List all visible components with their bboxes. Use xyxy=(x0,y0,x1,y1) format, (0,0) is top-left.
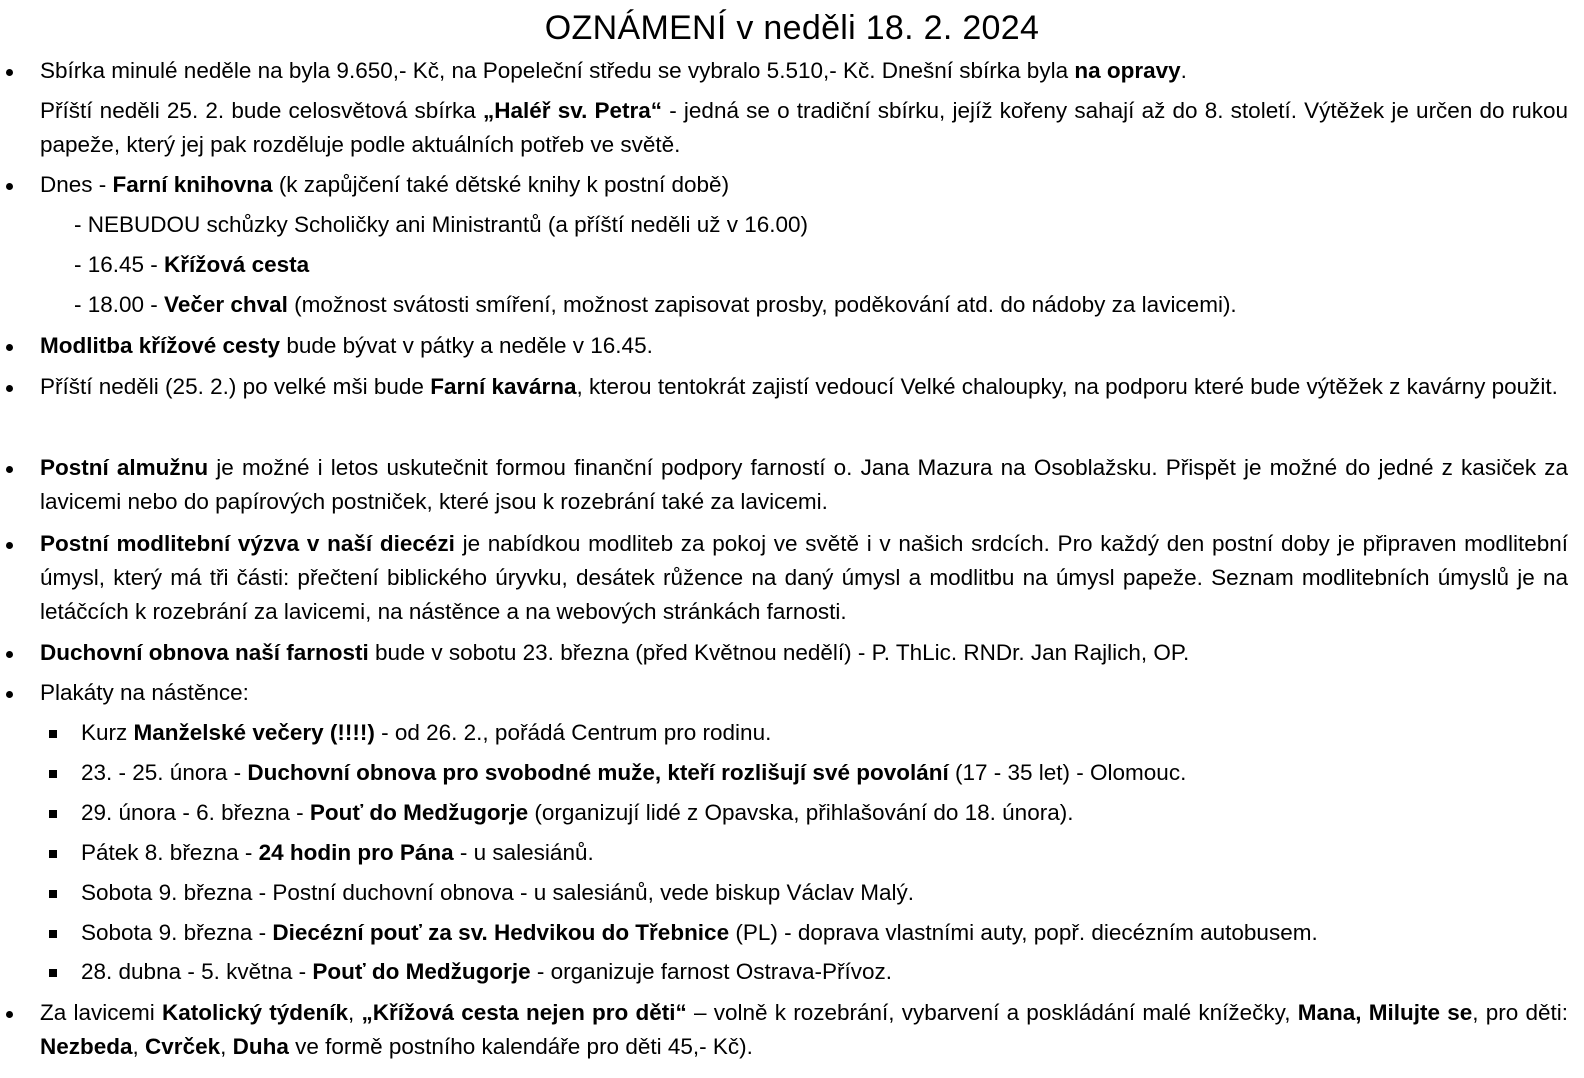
bold-text: Cvrček xyxy=(145,1034,221,1059)
bold-text: Katolický týdeník xyxy=(161,1000,349,1025)
item-text xyxy=(40,680,249,705)
item-text xyxy=(74,212,808,237)
bullet-dot xyxy=(6,651,13,658)
text-run: Sobota 9. března - Postní duchovní obnova - u salesiánů, vede biskup Václav Malý. xyxy=(81,880,914,905)
today-line-meetings xyxy=(74,208,808,242)
bullet-dot xyxy=(6,69,13,76)
poster-item xyxy=(81,756,1186,790)
poster-item xyxy=(81,916,1318,950)
text-run: (možnost svátosti smíření, možnost zapisovat prosby, poděkování atd. do nádoby za lavicemi). xyxy=(287,292,1237,317)
item-text xyxy=(40,455,1568,514)
poster-item xyxy=(81,836,594,870)
item-text xyxy=(40,1000,1568,1059)
text-run: , pro děti: xyxy=(1472,1000,1568,1025)
item-text xyxy=(81,800,1073,825)
poster-item xyxy=(81,716,771,750)
square-bullet xyxy=(49,890,57,898)
text-run: - u salesiánů. xyxy=(453,840,594,865)
item-text xyxy=(40,58,1187,83)
bullet-today xyxy=(40,168,1568,202)
item-text xyxy=(40,333,653,358)
item-text xyxy=(40,640,1189,665)
item-text xyxy=(40,374,1558,399)
bold-text: „Haléř sv. Petra“ xyxy=(483,98,663,123)
text-run: Plakáty na nástěnce: xyxy=(40,680,249,705)
bold-text: Farní knihovna xyxy=(112,172,273,197)
square-bullet xyxy=(49,730,57,738)
text-run: - 16.45 - xyxy=(74,252,165,277)
page-title: OZNÁMENÍ v neděli 18. 2. 2024 xyxy=(544,9,1040,47)
bullet-lenten-alms xyxy=(40,451,1568,519)
bullet-dot xyxy=(6,691,13,698)
square-bullet xyxy=(49,770,57,778)
poster-item xyxy=(81,876,914,910)
text-run: - 18.00 - xyxy=(74,292,165,317)
item-text xyxy=(81,920,1318,945)
bold-text: Pouť do Medžugorje xyxy=(312,959,531,984)
text-run: , xyxy=(348,1000,362,1025)
text-run: , xyxy=(220,1034,233,1059)
bold-text: Duchovní obnova naší farnosti xyxy=(40,640,369,665)
today-line-praise xyxy=(74,288,1237,322)
square-bullet xyxy=(49,810,57,818)
bullet-dot xyxy=(6,385,13,392)
text-run: . xyxy=(1180,58,1187,83)
bullet-dot xyxy=(6,344,13,351)
poster-item xyxy=(81,796,1073,830)
text-run: bude v sobotu 23. března (před Květnou nedělí) - P. ThLic. RNDr. Jan Rajlich, OP. xyxy=(368,640,1190,665)
bullet-collection xyxy=(40,54,1568,88)
bullet-dot xyxy=(6,1011,13,1018)
paragraph-peters-pence xyxy=(40,94,1568,162)
text-run: - od 26. 2., pořádá Centrum pro rodinu. xyxy=(374,720,772,745)
item-text xyxy=(74,292,1237,317)
text-run: ve formě postního kalendáře pro děti 45,- Kč). xyxy=(288,1034,753,1059)
bold-text: Pouť do Medžugorje xyxy=(309,800,529,825)
bullet-spiritual-renewal xyxy=(40,636,1568,670)
bullet-dot xyxy=(6,542,13,549)
text-run: je možné i letos uskutečnit formou finanční podpory farností o. Jana Mazura na Osoblažsku. Přispět je možné do jedné z kasiček za lavicemi nebo do papírových postniček, které jsou k rozebrání také za lavicemi. xyxy=(40,455,1568,514)
bullet-parish-cafe xyxy=(40,370,1568,404)
bullet-posters xyxy=(40,676,1568,710)
item-text xyxy=(81,760,1186,785)
item-text xyxy=(81,840,594,865)
square-bullet xyxy=(49,930,57,938)
text-run: Dnes - xyxy=(40,172,113,197)
item-text xyxy=(81,959,892,984)
text-run: (k zapůjčení také dětské knihy k postní době) xyxy=(272,172,730,197)
text-run: , xyxy=(132,1034,146,1059)
bold-text: 24 hodin pro Pána xyxy=(258,840,454,865)
bullet-prayer-challenge xyxy=(40,527,1568,629)
text-run: Sobota 9. března - xyxy=(81,920,273,945)
text-run: Pátek 8. března - xyxy=(81,840,259,865)
bold-text: Manželské večery (!!!!) xyxy=(133,720,375,745)
text-run: 23. - 25. února - xyxy=(81,760,248,785)
bold-text: Postní modlitební výzva v naší diecézi xyxy=(40,531,455,556)
text-run: Příští neděli 25. 2. bude celosvětová sbírka xyxy=(40,98,484,123)
bold-text: na opravy xyxy=(1074,58,1181,83)
bold-text: Modlitba křížové cesty xyxy=(40,333,281,358)
text-run: – volně k rozebrání, vybarvení a poskládání malé knížečky, xyxy=(686,1000,1298,1025)
text-run: Příští neděli (25. 2.) po velké mši bude xyxy=(40,374,431,399)
bold-text: Duchovní obnova pro svobodné muže, kteří rozlišují své povolání xyxy=(247,760,949,785)
item-text xyxy=(40,172,729,197)
text-run: - jedná se o tradiční sbírku, jejíž kořeny sahají až do 8. století. Výtěžek je určen do rukou papeže, který jej pak rozděluje podle aktuálních potřeb ve světě. xyxy=(40,98,1569,157)
text-run: Za lavicemi xyxy=(40,1000,162,1025)
bold-text: Postní almužnu xyxy=(40,455,209,480)
text-run: - organizuje farnost Ostrava-Přívoz. xyxy=(530,959,893,984)
item-text xyxy=(81,720,771,745)
text-run: 28. dubna - 5. května - xyxy=(81,959,313,984)
text-run: (organizují lidé z Opavska, přihlašování do 18. února). xyxy=(528,800,1074,825)
bold-text: Večer chval xyxy=(164,292,288,317)
text-run: - NEBUDOU schůzky Scholičky ani Ministrantů (a příští neděli už v 16.00) xyxy=(74,212,809,237)
square-bullet xyxy=(49,850,57,858)
bold-text: Křížová cesta xyxy=(164,252,310,277)
bullet-dot xyxy=(6,466,13,473)
poster-item xyxy=(81,955,892,989)
bullet-dot xyxy=(6,183,13,190)
text-run: bude bývat v pátky a neděle v 16.45. xyxy=(280,333,653,358)
bold-text: Diecézní pouť za sv. Hedvikou do Třebnice xyxy=(272,920,730,945)
text-run: 29. února - 6. března - xyxy=(81,800,310,825)
today-line-stations xyxy=(74,248,309,282)
text-run: Kurz xyxy=(81,720,134,745)
item-text xyxy=(81,880,914,905)
text-run: (PL) - doprava vlastními auty, popř. diecézním autobusem. xyxy=(729,920,1318,945)
text-run: , kterou tentokrát zajistí vedoucí Velké chaloupky, na podporu které bude výtěžek z kavárny použit. xyxy=(576,374,1558,399)
square-bullet xyxy=(49,969,57,977)
item-text xyxy=(40,531,1568,624)
bold-text: Mana, Milujte se xyxy=(1297,1000,1473,1025)
text-run: Sbírka minulé neděle na byla 9.650,- Kč, na Popeleční středu se vybralo 5.510,- Kč. Dnešní sbírka byla xyxy=(40,58,1075,83)
item-text xyxy=(40,98,1568,157)
bold-text: Duha xyxy=(232,1034,289,1059)
text-run: (17 - 35 let) - Olomouc. xyxy=(948,760,1187,785)
bold-text: Nezbeda xyxy=(40,1034,133,1059)
bullet-publications xyxy=(40,996,1568,1064)
bold-text: „Křížová cesta nejen pro děti“ xyxy=(361,1000,687,1025)
bold-text: Farní kavárna xyxy=(430,374,577,399)
text-run: je nabídkou modliteb za pokoj ve světě i v našich srdcích. Pro každý den postní doby je připraven modlitební úmysl, který má tři části: přečtení biblického úryvku, desátek růžence na daný úmysl a modlitbu na úmysl papeže. Seznam modlitebních úmyslů je na letáčcích k rozebrání za lavicemi, na nástěnce a na webových stránkách farnosti. xyxy=(40,531,1568,624)
item-text xyxy=(74,252,309,277)
bullet-stations-prayer xyxy=(40,329,1568,363)
